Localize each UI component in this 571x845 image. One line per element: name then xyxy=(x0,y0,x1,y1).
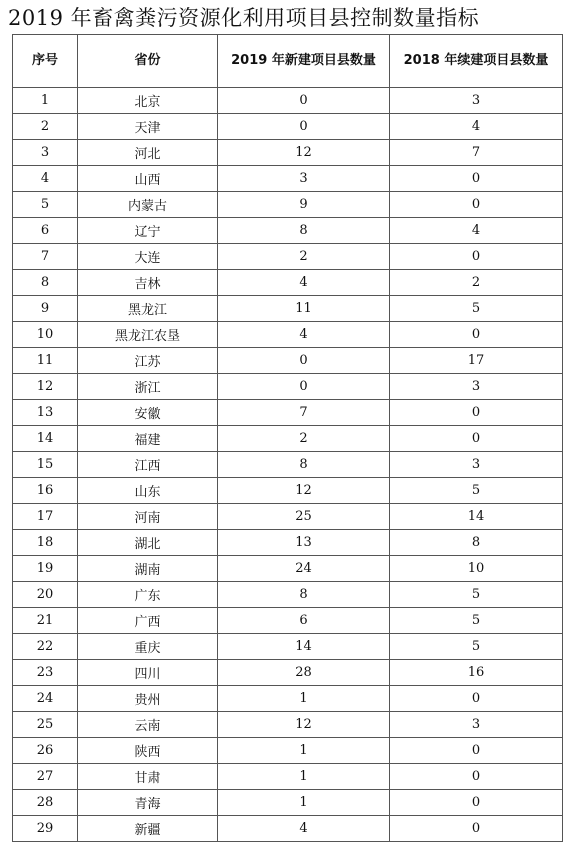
cell-continued-2018: 3 xyxy=(390,452,563,478)
cell-province: 大连 xyxy=(78,244,218,270)
cell-new-2019: 0 xyxy=(218,348,390,374)
cell-new-2019: 4 xyxy=(218,816,390,842)
cell-new-2019: 11 xyxy=(218,296,390,322)
table-row xyxy=(13,322,563,348)
cell-index: 3 xyxy=(13,140,78,166)
cell-index: 14 xyxy=(13,426,78,452)
cell-continued-2018: 2 xyxy=(390,270,563,296)
cell-province: 辽宁 xyxy=(78,218,218,244)
cell-continued-2018: 0 xyxy=(390,244,563,270)
table-row xyxy=(13,686,563,712)
table-row xyxy=(13,712,563,738)
cell-index: 19 xyxy=(13,556,78,582)
table-row xyxy=(13,88,563,114)
cell-new-2019: 2 xyxy=(218,426,390,452)
cell-continued-2018: 5 xyxy=(390,608,563,634)
table-row xyxy=(13,634,563,660)
table-row xyxy=(13,504,563,530)
cell-province: 山东 xyxy=(78,478,218,504)
cell-province: 天津 xyxy=(78,114,218,140)
cell-new-2019: 28 xyxy=(218,660,390,686)
cell-new-2019: 8 xyxy=(218,452,390,478)
cell-new-2019: 2 xyxy=(218,244,390,270)
cell-index: 16 xyxy=(13,478,78,504)
table-row xyxy=(13,166,563,192)
cell-new-2019: 4 xyxy=(218,322,390,348)
cell-index: 23 xyxy=(13,660,78,686)
cell-new-2019: 8 xyxy=(218,218,390,244)
cell-continued-2018: 3 xyxy=(390,88,563,114)
table-row xyxy=(13,296,563,322)
cell-index: 1 xyxy=(13,88,78,114)
cell-province: 新疆 xyxy=(78,816,218,842)
cell-new-2019: 8 xyxy=(218,582,390,608)
cell-province: 河南 xyxy=(78,504,218,530)
cell-new-2019: 4 xyxy=(218,270,390,296)
cell-continued-2018: 8 xyxy=(390,530,563,556)
cell-province: 安徽 xyxy=(78,400,218,426)
cell-continued-2018: 0 xyxy=(390,764,563,790)
cell-new-2019: 12 xyxy=(218,478,390,504)
cell-continued-2018: 14 xyxy=(390,504,563,530)
cell-province: 北京 xyxy=(78,88,218,114)
table-row xyxy=(13,400,563,426)
table-row xyxy=(13,270,563,296)
table-row xyxy=(13,764,563,790)
quota-table xyxy=(12,34,563,842)
table-row xyxy=(13,114,563,140)
cell-new-2019: 14 xyxy=(218,634,390,660)
cell-new-2019: 3 xyxy=(218,166,390,192)
cell-continued-2018: 5 xyxy=(390,478,563,504)
cell-new-2019: 0 xyxy=(218,374,390,400)
cell-continued-2018: 0 xyxy=(390,322,563,348)
table-row xyxy=(13,530,563,556)
cell-index: 4 xyxy=(13,166,78,192)
cell-new-2019: 0 xyxy=(218,114,390,140)
table-row xyxy=(13,426,563,452)
cell-continued-2018: 4 xyxy=(390,114,563,140)
cell-index: 7 xyxy=(13,244,78,270)
cell-continued-2018: 10 xyxy=(390,556,563,582)
cell-province: 青海 xyxy=(78,790,218,816)
cell-index: 27 xyxy=(13,764,78,790)
cell-province: 江西 xyxy=(78,452,218,478)
cell-continued-2018: 0 xyxy=(390,816,563,842)
cell-index: 9 xyxy=(13,296,78,322)
cell-continued-2018: 5 xyxy=(390,634,563,660)
cell-index: 26 xyxy=(13,738,78,764)
table-row xyxy=(13,218,563,244)
table-header-row xyxy=(13,35,563,88)
cell-index: 10 xyxy=(13,322,78,348)
cell-continued-2018: 4 xyxy=(390,218,563,244)
cell-continued-2018: 0 xyxy=(390,166,563,192)
cell-continued-2018: 3 xyxy=(390,374,563,400)
cell-new-2019: 1 xyxy=(218,686,390,712)
cell-new-2019: 1 xyxy=(218,764,390,790)
cell-continued-2018: 0 xyxy=(390,400,563,426)
table-row xyxy=(13,192,563,218)
cell-index: 18 xyxy=(13,530,78,556)
cell-index: 24 xyxy=(13,686,78,712)
cell-continued-2018: 0 xyxy=(390,686,563,712)
cell-index: 8 xyxy=(13,270,78,296)
cell-index: 12 xyxy=(13,374,78,400)
table-row xyxy=(13,140,563,166)
cell-index: 15 xyxy=(13,452,78,478)
cell-province: 广东 xyxy=(78,582,218,608)
cell-continued-2018: 16 xyxy=(390,660,563,686)
cell-index: 29 xyxy=(13,816,78,842)
cell-new-2019: 1 xyxy=(218,790,390,816)
cell-continued-2018: 0 xyxy=(390,426,563,452)
cell-continued-2018: 3 xyxy=(390,712,563,738)
cell-province: 湖南 xyxy=(78,556,218,582)
cell-province: 河北 xyxy=(78,140,218,166)
cell-province: 浙江 xyxy=(78,374,218,400)
cell-province: 广西 xyxy=(78,608,218,634)
cell-province: 四川 xyxy=(78,660,218,686)
cell-province: 湖北 xyxy=(78,530,218,556)
table-row xyxy=(13,348,563,374)
cell-province: 云南 xyxy=(78,712,218,738)
header-province: 省份 xyxy=(78,35,218,88)
cell-continued-2018: 0 xyxy=(390,790,563,816)
cell-province: 重庆 xyxy=(78,634,218,660)
cell-continued-2018: 7 xyxy=(390,140,563,166)
cell-province: 黑龙江 xyxy=(78,296,218,322)
table-row xyxy=(13,244,563,270)
cell-province: 江苏 xyxy=(78,348,218,374)
cell-province: 黑龙江农垦 xyxy=(78,322,218,348)
document-title: 2019 年畜禽粪污资源化利用项目县控制数量指标 xyxy=(8,6,480,30)
cell-index: 22 xyxy=(13,634,78,660)
cell-index: 21 xyxy=(13,608,78,634)
table-row xyxy=(13,816,563,842)
cell-province: 福建 xyxy=(78,426,218,452)
cell-province: 山西 xyxy=(78,166,218,192)
cell-index: 2 xyxy=(13,114,78,140)
cell-continued-2018: 5 xyxy=(390,582,563,608)
table-row xyxy=(13,582,563,608)
cell-index: 20 xyxy=(13,582,78,608)
cell-province: 陕西 xyxy=(78,738,218,764)
cell-province: 贵州 xyxy=(78,686,218,712)
cell-new-2019: 12 xyxy=(218,712,390,738)
table-row xyxy=(13,452,563,478)
cell-index: 28 xyxy=(13,790,78,816)
cell-index: 11 xyxy=(13,348,78,374)
cell-new-2019: 7 xyxy=(218,400,390,426)
cell-index: 13 xyxy=(13,400,78,426)
table-body xyxy=(13,88,563,842)
cell-new-2019: 1 xyxy=(218,738,390,764)
header-new-2019: 2019 年新建项目县数量 xyxy=(218,35,390,88)
table-row xyxy=(13,608,563,634)
cell-continued-2018: 0 xyxy=(390,738,563,764)
cell-province: 吉林 xyxy=(78,270,218,296)
cell-continued-2018: 17 xyxy=(390,348,563,374)
cell-index: 5 xyxy=(13,192,78,218)
cell-new-2019: 12 xyxy=(218,140,390,166)
cell-new-2019: 25 xyxy=(218,504,390,530)
cell-new-2019: 24 xyxy=(218,556,390,582)
cell-index: 25 xyxy=(13,712,78,738)
cell-new-2019: 6 xyxy=(218,608,390,634)
table-row xyxy=(13,374,563,400)
cell-province: 甘肃 xyxy=(78,764,218,790)
header-continued-2018: 2018 年续建项目县数量 xyxy=(390,35,563,88)
cell-index: 17 xyxy=(13,504,78,530)
cell-province: 内蒙古 xyxy=(78,192,218,218)
table-row xyxy=(13,478,563,504)
header-index: 序号 xyxy=(13,35,78,88)
cell-new-2019: 0 xyxy=(218,88,390,114)
table-row xyxy=(13,738,563,764)
cell-continued-2018: 0 xyxy=(390,192,563,218)
table-row xyxy=(13,660,563,686)
cell-index: 6 xyxy=(13,218,78,244)
cell-new-2019: 9 xyxy=(218,192,390,218)
cell-new-2019: 13 xyxy=(218,530,390,556)
table-row xyxy=(13,556,563,582)
table-row xyxy=(13,790,563,816)
cell-continued-2018: 5 xyxy=(390,296,563,322)
